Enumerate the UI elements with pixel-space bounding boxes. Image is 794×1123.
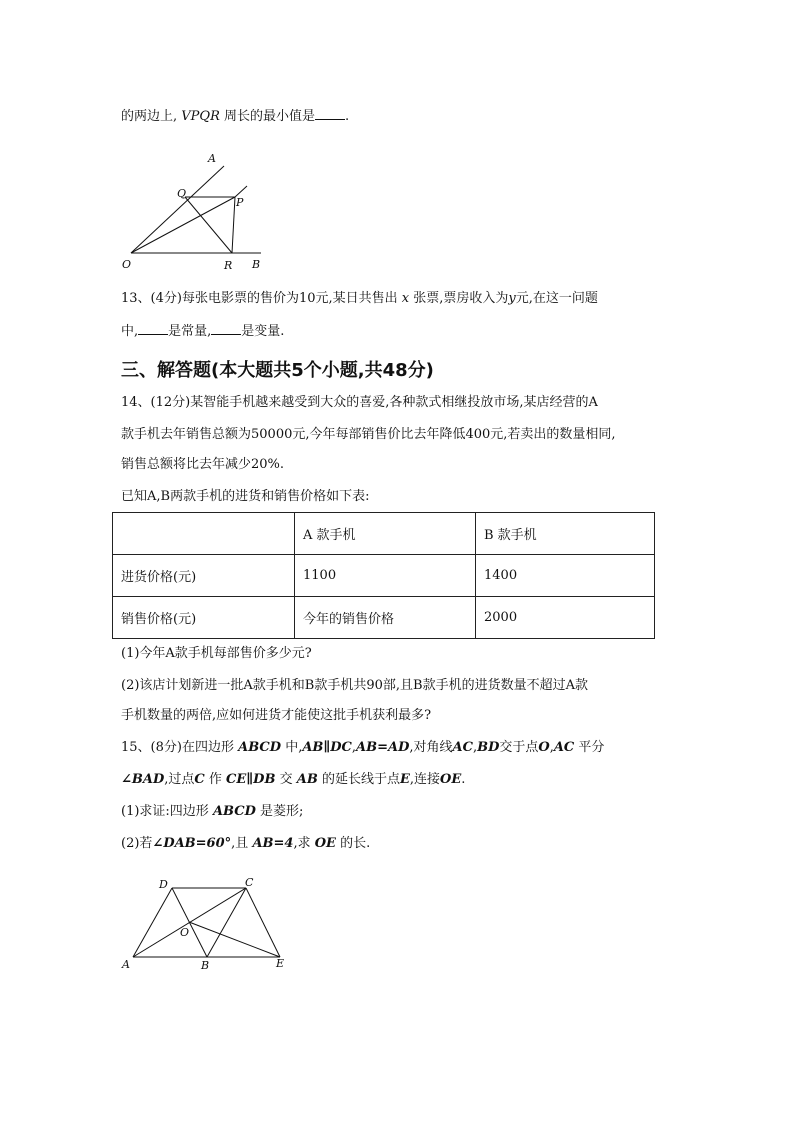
q15-text: 的延长线于点 [321, 772, 400, 787]
q15-text: 交 [279, 772, 293, 787]
q13-text-2: 张票,票房收入为 [413, 291, 509, 306]
math-o: O [538, 740, 550, 755]
q13-text: 13、(4分)每张电影票的售价为10元,某日共售出 [121, 291, 398, 306]
label-c: C [245, 876, 254, 889]
q15-text: ,连接 [409, 772, 441, 787]
label-p: P [236, 196, 244, 209]
q14-sub2-line2: 手机数量的两倍,应如何进货才能使这批手机获利最多? [121, 708, 432, 723]
math-ab-parallel-dc: AB∥DC [302, 740, 352, 755]
q12-end: . [345, 109, 350, 124]
figure-rhombus-abcd [118, 874, 298, 974]
q15-text: (1)求证:四边形 [121, 804, 209, 819]
table-row [113, 597, 655, 639]
math-c: C [194, 772, 205, 787]
q15-line1 [121, 739, 604, 757]
figure-angle-pqr [115, 148, 285, 273]
table-cell: 进货价格(元) [113, 555, 295, 597]
q12-text-2: 周长的最小值是 [224, 109, 316, 124]
segment-oe [189, 922, 280, 957]
q15-text: , [472, 740, 478, 755]
table-cell: 2000 [476, 597, 655, 639]
q15-text: 中, [285, 740, 303, 755]
price-table [112, 512, 655, 639]
q14-sub2-line1: (2)该店计划新进一批A款手机和B款手机共90部,且B款手机的进货数量不超过A款 [121, 678, 588, 693]
segment-ad [133, 888, 172, 957]
math-bd: BD [477, 740, 500, 755]
q15-text: 交于点 [499, 740, 539, 755]
q15-text: 的长. [340, 836, 371, 851]
math-abcd: ABCD [212, 804, 256, 819]
q12-text: 的两边上, [121, 109, 178, 124]
label-o: O [122, 258, 132, 271]
label-q: Q [177, 187, 187, 200]
q15-line2 [121, 771, 465, 789]
math-ce-parallel-db: CE∥DB [226, 772, 276, 787]
math-abcd: ABCD [238, 740, 282, 755]
q13-text-5: 是常量, [168, 324, 212, 339]
q15-text: ,过点 [164, 772, 195, 787]
label-o: O [180, 926, 190, 939]
label-b: B [252, 258, 261, 271]
table-header: A 款手机 [295, 513, 476, 555]
segment-qr [185, 197, 232, 253]
math-oe: OE [440, 772, 462, 787]
q14-line1: 14、(12分)某智能手机越来越受到大众的喜爱,各种款式相继投放市场,某店经营的A [121, 395, 598, 410]
label-d: D [159, 878, 168, 891]
q15-text: (2)若 [121, 836, 153, 851]
q14-line4: 已知A,B两款手机的进货和销售价格如下表: [121, 489, 370, 504]
q12-tail [121, 107, 349, 126]
segment-bc [207, 888, 246, 957]
var-y: y [508, 291, 516, 306]
q15-text: 作 [208, 772, 222, 787]
math-ac: AC [553, 740, 575, 755]
answer-blank[interactable] [211, 322, 241, 335]
table-cell: 1100 [295, 555, 476, 597]
q15-text: 是菱形; [260, 804, 304, 819]
segment-pr [232, 197, 235, 253]
q14-line2: 款手机去年销售总额为50000元,今年每部销售价比去年降低400元,若卖出的数量相同, [121, 427, 616, 442]
label-b: B [201, 959, 210, 972]
q15-text: ,对角线 [409, 740, 453, 755]
label-a: A [122, 958, 130, 971]
ray-oa [131, 166, 224, 253]
label-e: E [276, 957, 285, 970]
q15-text: ,求 [293, 836, 311, 851]
q15-text: . [461, 772, 466, 787]
q14-line3: 销售总额将比去年减少20%. [121, 457, 285, 472]
math-e: E [399, 772, 410, 787]
table-cell: 销售价格(元) [113, 597, 295, 639]
q15-text: , [351, 740, 357, 755]
math-ab-eq-ad: AB=AD [356, 740, 410, 755]
q13-text-6: 是变量. [241, 324, 285, 339]
segment-ce [246, 888, 280, 957]
q13-text-4: 中, [121, 324, 139, 339]
math-angle-dab: ∠DAB=60° [152, 836, 232, 851]
q15-sub2 [121, 835, 370, 853]
table-row [113, 555, 655, 597]
table-header [113, 513, 295, 555]
answer-blank[interactable] [138, 322, 168, 335]
answer-blank[interactable] [315, 107, 345, 120]
q15-text: , [549, 740, 554, 755]
q13-line1 [121, 290, 598, 308]
var-x: x [401, 291, 410, 306]
q15-text: ,且 [231, 836, 249, 851]
label-a: A [208, 152, 216, 165]
q15-text: 15、(8分)在四边形 [121, 740, 234, 755]
math-ab-eq-4: AB=4 [252, 836, 294, 851]
table-cell: 今年的销售价格 [295, 597, 476, 639]
math-ac: AC [452, 740, 473, 755]
label-r: R [224, 259, 233, 272]
table-header: B 款手机 [476, 513, 655, 555]
section-heading: 三、解答题(本大题共5个小题,共48分) [121, 360, 434, 381]
q12-triangle: VPQR [181, 109, 220, 124]
q15-sub1 [121, 803, 303, 821]
segment-op [131, 197, 235, 253]
math-angle-bad: ∠BAD [121, 772, 165, 787]
q14-sub1: (1)今年A款手机每部售价多少元? [121, 646, 312, 661]
table-cell: 1400 [476, 555, 655, 597]
math-oe: OE [314, 836, 336, 851]
math-ab: AB [296, 772, 318, 787]
q13-text-3: 元,在这一问题 [515, 291, 598, 306]
table-header-row [113, 513, 655, 555]
q13-line2 [121, 322, 284, 341]
q15-text: 平分 [578, 740, 605, 755]
